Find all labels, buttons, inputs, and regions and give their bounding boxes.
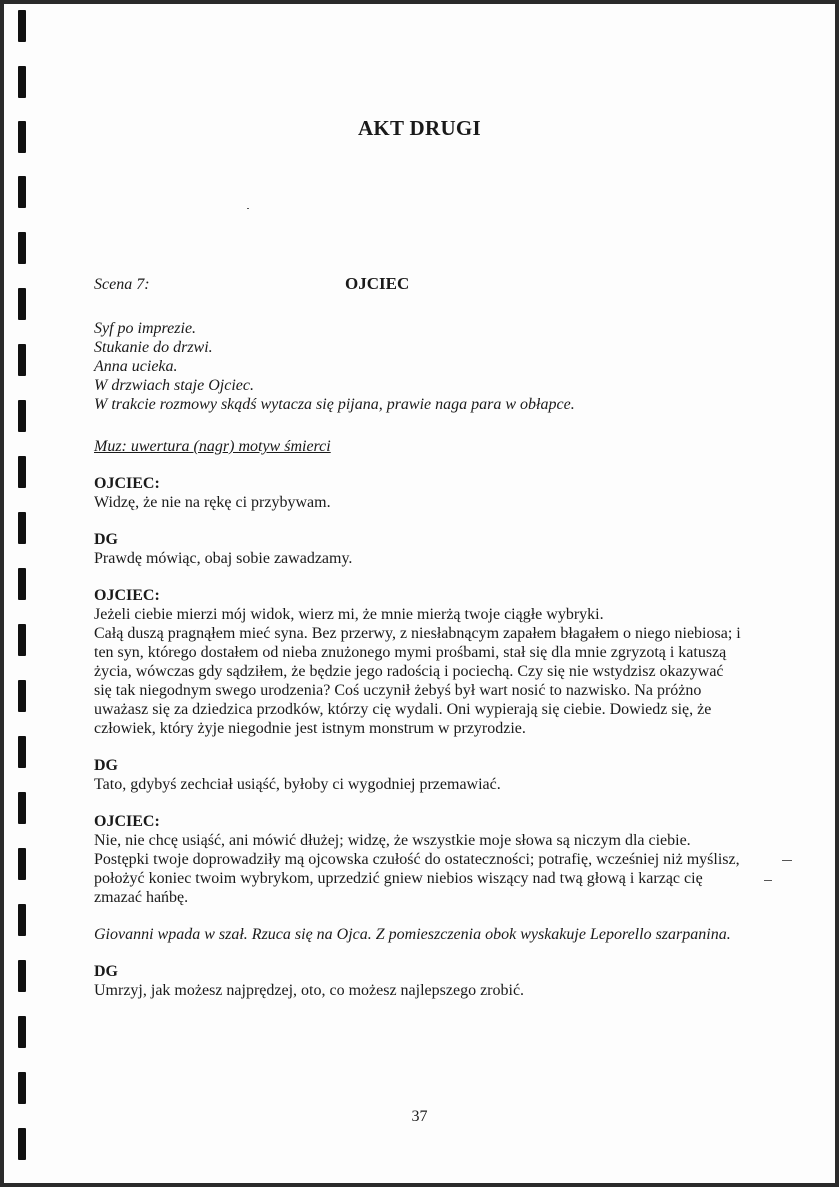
binding-hole [18, 792, 26, 824]
binding-hole [18, 624, 26, 656]
stage-direction-line: W trakcie rozmowy skądś wytacza się pijana, prawie naga para w obłapce. [94, 396, 575, 413]
script-content [94, 272, 744, 1000]
stage-direction-line: Anna ucieka. [94, 358, 178, 375]
scene-label: Scena 7: [94, 276, 150, 293]
scan-speck [247, 208, 249, 209]
binding-hole [18, 960, 26, 992]
binding-hole [18, 848, 26, 880]
speech-text [94, 605, 744, 738]
dialogue-block [94, 812, 744, 907]
speech-line: Prawdę mówiąc, obaj sobie zawadzamy. [94, 550, 353, 567]
stage-direction-action: Giovanni wpada w szał. Rzuca się na Ojca. Z pomieszczenia obok wyskakuje Leporello szarpanina. [94, 926, 731, 943]
binding-hole [18, 736, 26, 768]
binding-hole [18, 344, 26, 376]
speech-line: Jeżeli ciebie mierzi mój widok, wierz mi, że mnie mierżą twoje ciągłe wybryki. [94, 606, 604, 623]
binding-hole [18, 400, 26, 432]
dialogue-block [94, 474, 744, 512]
speaker-name: DG [94, 963, 118, 980]
speech-text [94, 831, 744, 907]
stage-direction-line: W drzwiach staje Ojciec. [94, 377, 254, 394]
speaker-name: OJCIEC: [94, 813, 160, 830]
binding-hole [18, 680, 26, 712]
binding-hole [18, 10, 26, 42]
speaker-name: DG [94, 757, 118, 774]
speech-line: Całą duszą pragnąłem mieć syna. Bez przerwy, z niesłabnącym zapałem błagałem o niego niebiosa; i ten syn, którego dostałem od nieba znużonego mymi prośbami, stał się dla mnie zgryzotą i katuszą życia, wówczas gdy sądziłem, że będzie jego radością i pociechą. Czy się nie wstydzisz okazywać się tak niegodnym swego urodzenia? Coś uczynił żebyś był wart nosić to nazwisko. Na próżno uważasz się za dziedzica przodków, którzy cię wydali. Oni wypierają się ciebie. Dowiedz się, że człowiek, który żyje niegodnie jest istnym monstrum w przyrodzie. [94, 625, 741, 737]
scan-speck [782, 860, 792, 861]
speech-text [94, 981, 744, 1000]
speech-text [94, 549, 744, 568]
speech-line: Tato, gdybyś zechciał usiąść, byłoby ci wygodniej przemawiać. [94, 776, 501, 793]
binding-hole [18, 232, 26, 264]
binding-holes [18, 4, 30, 1187]
binding-hole [18, 1072, 26, 1104]
speaker-name: OJCIEC: [94, 475, 160, 492]
speech-line: Umrzyj, jak możesz najprędzej, oto, co możesz najlepszego zrobić. [94, 982, 525, 999]
binding-hole [18, 288, 26, 320]
scan-speck [764, 880, 772, 881]
dialogue-block [94, 962, 744, 1000]
page-number: 37 [411, 1108, 428, 1125]
scene-name: OJCIEC [345, 274, 410, 293]
speech-text [94, 493, 744, 512]
speech-line: Widzę, że nie na rękę ci przybywam. [94, 494, 331, 511]
binding-hole [18, 176, 26, 208]
binding-hole [18, 904, 26, 936]
binding-hole [18, 456, 26, 488]
binding-hole [18, 1128, 26, 1160]
speech-text [94, 775, 744, 794]
speech-line: Nie, nie chcę usiąść, ani mówić dłużej; widzę, że wszystkie moje słowa są niczym dla ciebie. Postępki twoje doprowadziły mą ojcowska czułość do ostateczności; potrafię, wcześniej niż myślisz, położyć koniec twoim wybrykom, uprzedzić gniew niebios wiszący nad twą głową i karząc cię zmazać hańbę. [94, 832, 740, 906]
act-title: AKT DRUGI [357, 116, 482, 140]
binding-hole [18, 512, 26, 544]
stage-direction-line: Syf po imprezie. [94, 320, 197, 337]
stage-directions [94, 319, 744, 414]
dialogue-block [94, 756, 744, 794]
dialogue-block [94, 586, 744, 738]
speaker-name: OJCIEC: [94, 587, 160, 604]
music-cue: Muz: uwertura (nagr) motyw śmierci [94, 438, 331, 455]
stage-direction-line: Stukanie do drzwi. [94, 339, 213, 356]
binding-hole [18, 1016, 26, 1048]
dialogue-block [94, 530, 744, 568]
speaker-name: DG [94, 531, 118, 548]
scene-header [94, 272, 744, 296]
binding-hole [18, 568, 26, 600]
binding-hole [18, 66, 26, 98]
